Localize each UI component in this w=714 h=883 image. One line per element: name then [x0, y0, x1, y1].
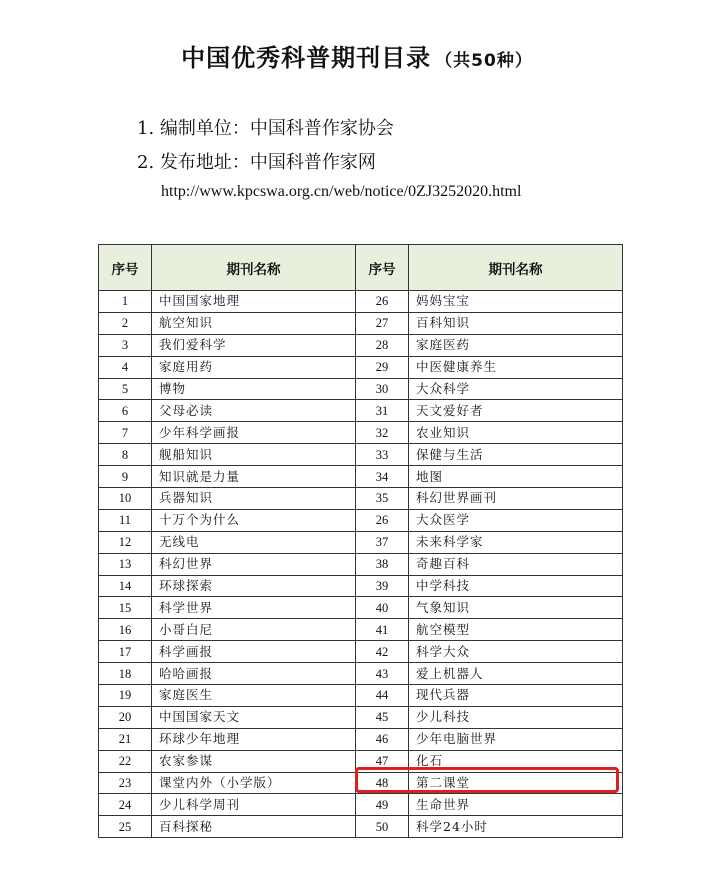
table-row — [99, 356, 623, 378]
row-index-left: 3 — [99, 334, 152, 356]
info-source: 2. 发布地址：中国科普作家网 — [137, 152, 376, 173]
row-index-right: 45 — [356, 706, 409, 728]
row-name-left: 科幻世界 — [152, 553, 356, 575]
row-name-right: 航空模型 — [409, 619, 623, 641]
row-name-left: 中国国家地理 — [152, 291, 356, 313]
table-body — [99, 291, 623, 838]
row-index-left: 24 — [99, 794, 152, 816]
row-index-right: 37 — [356, 531, 409, 553]
row-name-left: 农家参谋 — [152, 750, 356, 772]
row-index-right: 47 — [356, 750, 409, 772]
row-name-left: 家庭用药 — [152, 356, 356, 378]
table-row — [99, 794, 623, 816]
row-name-right: 天文爱好者 — [409, 400, 623, 422]
table-row — [99, 685, 623, 707]
row-index-left: 19 — [99, 685, 152, 707]
row-index-left: 23 — [99, 772, 152, 794]
row-name-right: 现代兵器 — [409, 685, 623, 707]
row-name-left: 博物 — [152, 378, 356, 400]
row-name-left: 家庭医生 — [152, 685, 356, 707]
table-row — [99, 312, 623, 334]
row-name-left: 环球探索 — [152, 575, 356, 597]
row-index-right: 40 — [356, 597, 409, 619]
row-index-left: 15 — [99, 597, 152, 619]
row-name-left: 航空知识 — [152, 312, 356, 334]
row-index-right: 29 — [356, 356, 409, 378]
row-index-right: 26 — [356, 509, 409, 531]
table-row — [99, 488, 623, 510]
table-row — [99, 816, 623, 838]
row-name-right: 中学科技 — [409, 575, 623, 597]
row-index-left: 20 — [99, 706, 152, 728]
row-name-left: 兵器知识 — [152, 488, 356, 510]
row-name-left: 舰船知识 — [152, 444, 356, 466]
row-index-right: 30 — [356, 378, 409, 400]
row-index-left: 18 — [99, 663, 152, 685]
table-row — [99, 509, 623, 531]
title-main: 中国优秀科普期刊目录 — [181, 44, 432, 72]
row-name-right: 气象知识 — [409, 597, 623, 619]
row-name-right: 少年电脑世界 — [409, 728, 623, 750]
row-name-left: 哈哈画报 — [152, 663, 356, 685]
row-name-left: 中国国家天文 — [152, 706, 356, 728]
row-index-right: 43 — [356, 663, 409, 685]
row-index-right: 41 — [356, 619, 409, 641]
row-index-left: 11 — [99, 509, 152, 531]
table-row — [99, 400, 623, 422]
row-index-left: 2 — [99, 312, 152, 334]
table-row — [99, 619, 623, 641]
row-index-right: 33 — [356, 444, 409, 466]
row-index-left: 14 — [99, 575, 152, 597]
table-row — [99, 466, 623, 488]
row-index-left: 25 — [99, 816, 152, 838]
row-index-left: 5 — [99, 378, 152, 400]
row-name-right: 少儿科技 — [409, 706, 623, 728]
table-row — [99, 663, 623, 685]
row-name-right: 百科知识 — [409, 312, 623, 334]
row-index-left: 1 — [99, 291, 152, 313]
row-index-right: 31 — [356, 400, 409, 422]
row-index-right: 44 — [356, 685, 409, 707]
row-name-right: 生命世界 — [409, 794, 623, 816]
row-name-left: 少年科学画报 — [152, 422, 356, 444]
row-name-left: 父母必读 — [152, 400, 356, 422]
table-row — [99, 597, 623, 619]
table-row — [99, 706, 623, 728]
row-index-left: 17 — [99, 641, 152, 663]
row-name-left: 课堂内外（小学版） — [152, 772, 356, 794]
row-name-right: 科学大众 — [409, 641, 623, 663]
row-index-right: 38 — [356, 553, 409, 575]
row-name-right: 奇趣百科 — [409, 553, 623, 575]
row-index-right: 48 — [356, 772, 409, 794]
row-name-left: 知识就是力量 — [152, 466, 356, 488]
row-name-right: 农业知识 — [409, 422, 623, 444]
row-index-right: 26 — [356, 291, 409, 313]
header-index-left: 序号 — [99, 245, 152, 291]
row-index-right: 28 — [356, 334, 409, 356]
row-index-right: 42 — [356, 641, 409, 663]
row-name-right: 中医健康养生 — [409, 356, 623, 378]
row-name-right: 爱上机器人 — [409, 663, 623, 685]
row-index-right: 34 — [356, 466, 409, 488]
table-row — [99, 772, 623, 794]
row-index-left: 22 — [99, 750, 152, 772]
table-row — [99, 444, 623, 466]
header-name-left: 期刊名称 — [152, 245, 356, 291]
row-name-right: 大众医学 — [409, 509, 623, 531]
row-name-left: 科学画报 — [152, 641, 356, 663]
page-title — [0, 38, 714, 73]
table-row — [99, 641, 623, 663]
row-index-left: 9 — [99, 466, 152, 488]
row-name-right: 家庭医药 — [409, 334, 623, 356]
table-row — [99, 750, 623, 772]
header-index-right: 序号 — [356, 245, 409, 291]
table-row — [99, 422, 623, 444]
row-name-left: 我们爱科学 — [152, 334, 356, 356]
row-index-right: 35 — [356, 488, 409, 510]
row-name-left: 科学世界 — [152, 597, 356, 619]
row-index-left: 8 — [99, 444, 152, 466]
row-name-left: 少儿科学周刊 — [152, 794, 356, 816]
row-index-right: 27 — [356, 312, 409, 334]
title-count: （共50种） — [435, 51, 533, 71]
row-name-right: 大众科学 — [409, 378, 623, 400]
row-index-left: 12 — [99, 531, 152, 553]
row-index-right: 39 — [356, 575, 409, 597]
row-index-right: 32 — [356, 422, 409, 444]
row-name-right: 妈妈宝宝 — [409, 291, 623, 313]
row-name-right: 第二课堂 — [409, 772, 623, 794]
table-row — [99, 575, 623, 597]
row-name-left: 百科探秘 — [152, 816, 356, 838]
row-index-right: 46 — [356, 728, 409, 750]
row-name-left: 十万个为什么 — [152, 509, 356, 531]
row-name-left: 小哥白尼 — [152, 619, 356, 641]
table-row — [99, 728, 623, 750]
row-index-left: 13 — [99, 553, 152, 575]
row-name-right: 未来科学家 — [409, 531, 623, 553]
row-name-right: 地图 — [409, 466, 623, 488]
table-header-row — [99, 245, 623, 291]
row-index-right: 49 — [356, 794, 409, 816]
row-name-right: 科学24小时 — [409, 816, 623, 838]
row-name-left: 无线电 — [152, 531, 356, 553]
row-name-left: 环球少年地理 — [152, 728, 356, 750]
row-name-right: 化石 — [409, 750, 623, 772]
row-index-left: 4 — [99, 356, 152, 378]
row-index-left: 21 — [99, 728, 152, 750]
row-index-right: 50 — [356, 816, 409, 838]
row-index-left: 7 — [99, 422, 152, 444]
info-publisher: 1. 编制单位：中国科普作家协会 — [137, 118, 394, 139]
table-row — [99, 291, 623, 313]
row-name-right: 科幻世界画刊 — [409, 488, 623, 510]
table-row — [99, 378, 623, 400]
source-url[interactable]: http://www.kpcswa.org.cn/web/notice/0ZJ3252020.html — [161, 183, 522, 200]
table-row — [99, 334, 623, 356]
header-name-right: 期刊名称 — [409, 245, 623, 291]
table-row — [99, 531, 623, 553]
table-row — [99, 553, 623, 575]
row-name-right: 保健与生活 — [409, 444, 623, 466]
row-index-left: 16 — [99, 619, 152, 641]
journal-table — [98, 244, 623, 838]
row-index-left: 6 — [99, 400, 152, 422]
row-index-left: 10 — [99, 488, 152, 510]
